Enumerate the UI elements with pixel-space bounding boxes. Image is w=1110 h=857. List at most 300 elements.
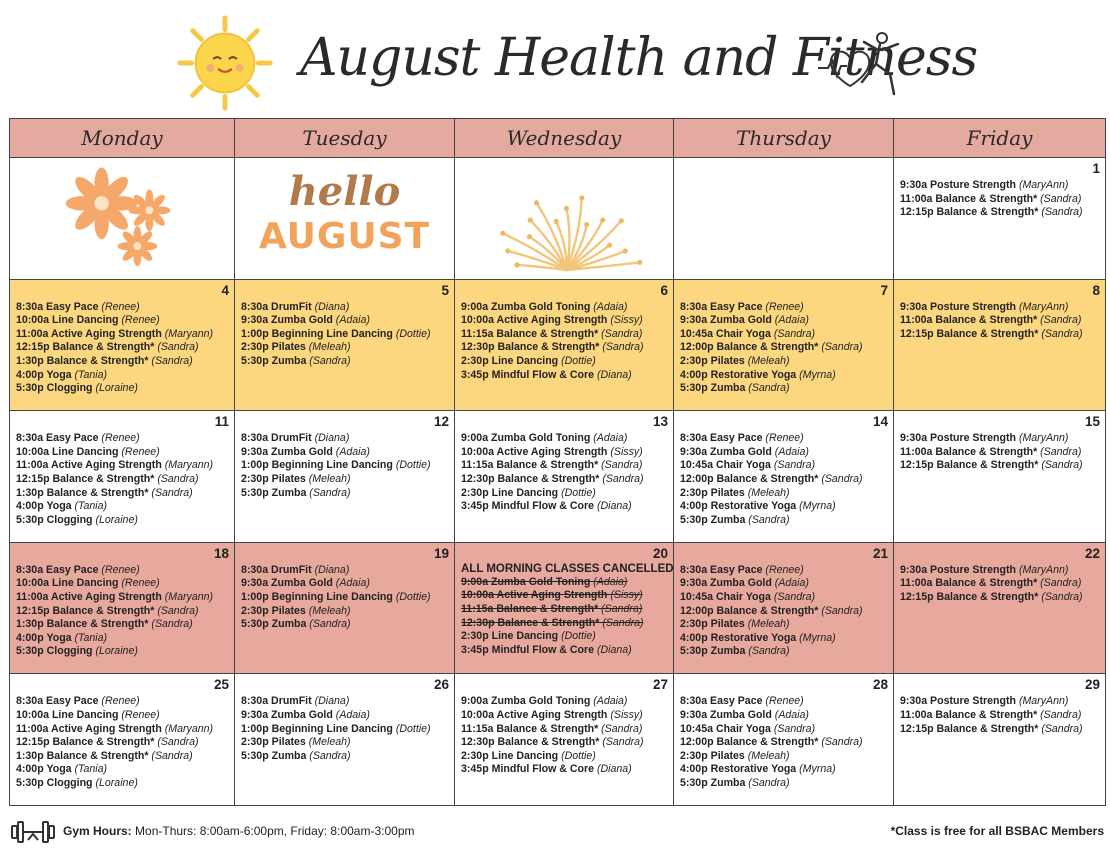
day-number: 25 [213, 677, 229, 693]
empty-cell [674, 158, 894, 280]
class-entry [680, 341, 891, 355]
class-entry [16, 709, 232, 723]
class-instructor: (Renee) [121, 314, 160, 327]
class-instructor: (Dottie) [561, 749, 596, 762]
class-entry [16, 382, 232, 396]
class-name: Chair Yoga [715, 327, 774, 340]
class-list [16, 564, 232, 659]
class-name: Zumba [271, 486, 310, 499]
class-entry [680, 577, 891, 591]
class-time: 8:30a [680, 432, 711, 445]
day-number: 27 [652, 677, 668, 693]
class-instructor: (Renee) [101, 695, 140, 708]
class-time: 1:30p [16, 749, 47, 762]
class-time: 11:00a [16, 590, 51, 603]
class-list [241, 564, 452, 632]
class-entry [680, 487, 891, 501]
class-entry [241, 723, 452, 737]
day-cell [235, 279, 455, 411]
class-time: 2:30p [461, 749, 492, 762]
class-instructor: (Sissy) [610, 314, 643, 327]
day-cell [894, 411, 1106, 543]
empty-cell [10, 158, 235, 280]
empty-cell [235, 158, 455, 280]
class-name: DrumFit [271, 695, 315, 708]
class-name: Zumba Gold [710, 445, 775, 458]
day-number: 6 [660, 282, 668, 298]
class-time: 2:30p [461, 486, 492, 499]
class-time: 8:30a [241, 563, 272, 576]
day-cell [235, 411, 455, 543]
class-time: 5:30p [16, 645, 47, 658]
class-instructor: (Adaia) [774, 577, 809, 590]
class-entry [680, 632, 891, 646]
class-list [461, 432, 671, 514]
class-entry [16, 341, 232, 355]
class-time: 5:30p [241, 618, 272, 631]
class-entry [680, 605, 891, 619]
class-entry [461, 487, 671, 501]
class-instructor: (Meleah) [308, 604, 351, 617]
class-instructor: (Renee) [121, 445, 160, 458]
day-cell [674, 411, 894, 543]
class-instructor: (Loraine) [95, 513, 138, 526]
class-name: Easy Pace [46, 563, 102, 576]
class-time: 10:00a [461, 589, 497, 602]
class-entry [461, 750, 671, 764]
class-entry [461, 446, 671, 460]
class-entry [461, 763, 671, 777]
class-name: Active Aging Strength [496, 445, 611, 458]
class-entry [461, 695, 671, 709]
day-cell [674, 279, 894, 411]
hello-august-illustration [235, 158, 454, 279]
class-entry [461, 341, 671, 355]
class-instructor: (Diana) [596, 368, 632, 381]
class-name: Zumba Gold Toning [491, 432, 594, 445]
class-instructor: (Sandra) [309, 618, 351, 631]
class-entry [241, 328, 452, 342]
class-list [680, 301, 891, 396]
class-name: Zumba Gold [271, 314, 336, 327]
class-entry [241, 750, 452, 764]
class-name: Balance & Strength* [496, 722, 602, 735]
class-entry [680, 314, 891, 328]
class-time: 10:00a [16, 445, 52, 458]
day-cell [894, 279, 1106, 411]
class-instructor: (Dottie) [395, 590, 431, 603]
class-entry [241, 695, 452, 709]
class-list [241, 432, 452, 500]
class-instructor: (Tania) [74, 631, 108, 644]
class-name: Balance & Strength* [935, 708, 1041, 721]
class-entry [16, 750, 232, 764]
class-entry [900, 314, 1103, 328]
class-entry-cancelled [461, 576, 671, 590]
class-instructor: (MaryAnn) [1018, 432, 1069, 445]
day-cell [235, 542, 455, 674]
class-entry [241, 618, 452, 632]
class-instructor: (Adaia) [593, 300, 628, 313]
class-time: 12:15p [16, 736, 53, 749]
class-name: Yoga [46, 763, 75, 776]
class-list [900, 301, 1103, 342]
class-instructor: (Sandra) [309, 354, 351, 367]
class-time: 4:00p [16, 763, 47, 776]
day-number: 7 [880, 282, 888, 298]
class-time: 9:30a [680, 577, 711, 590]
class-instructor: (Sandra) [1040, 314, 1082, 327]
class-name: Posture Strength [930, 695, 1019, 708]
class-time: 10:00a [16, 314, 52, 327]
class-time: 8:30a [680, 563, 711, 576]
class-time: 5:30p [16, 776, 47, 789]
class-name: Beginning Line Dancing [271, 590, 396, 603]
class-instructor: (Sandra) [773, 459, 816, 472]
class-list [461, 695, 671, 777]
class-name: Chair Yoga [715, 722, 774, 735]
fireworks-illustration [455, 158, 673, 279]
class-name: Restorative Yoga [710, 763, 800, 776]
class-instructor: (Sandra) [157, 341, 199, 354]
class-time: 2:30p [241, 604, 272, 617]
class-time: 10:00a [16, 708, 52, 721]
class-instructor: (Adaia) [774, 314, 809, 327]
class-name: Yoga [46, 500, 75, 513]
day-number: 22 [1084, 545, 1100, 561]
class-name: Line Dancing [491, 486, 562, 499]
class-time: 1:00p [241, 590, 272, 603]
class-entry [16, 618, 232, 632]
class-time: 9:30a [241, 708, 272, 721]
class-time: 2:30p [241, 341, 272, 354]
day-number: 1 [1092, 161, 1100, 176]
empty-cell [455, 158, 674, 280]
class-instructor: (Renee) [765, 563, 804, 576]
class-name: Easy Pace [710, 563, 766, 576]
class-name: Pilates [271, 736, 309, 749]
class-time: 12:00p [680, 472, 717, 485]
class-instructor: (Sandra) [1040, 445, 1082, 458]
class-instructor: (MaryAnn) [1018, 179, 1069, 191]
class-name: Zumba Gold [710, 577, 775, 590]
class-time: 3:45p [461, 763, 492, 776]
class-time: 11:15a [461, 459, 497, 472]
class-time: 5:30p [16, 382, 47, 395]
class-entry [680, 382, 891, 396]
class-entry [680, 723, 891, 737]
class-instructor: (Renee) [765, 432, 804, 445]
class-list [461, 562, 674, 658]
class-name: Clogging [46, 645, 96, 658]
class-entry [461, 314, 671, 328]
class-list [900, 179, 1103, 220]
class-entry [461, 630, 671, 644]
class-entry [900, 709, 1103, 723]
calendar-grid [9, 118, 1106, 806]
class-time: 3:45p [461, 643, 492, 656]
class-list [241, 695, 452, 763]
class-name: Pilates [271, 604, 309, 617]
class-instructor: (Sandra) [773, 590, 816, 603]
class-entry [680, 736, 891, 750]
class-time: 9:30a [680, 708, 711, 721]
class-entry [241, 355, 452, 369]
day-number: 26 [433, 677, 449, 693]
class-entry [680, 459, 891, 473]
class-name: Active Aging Strength [50, 327, 165, 340]
class-time: 8:30a [241, 300, 272, 313]
class-entry [680, 645, 891, 659]
class-instructor: (Adaia) [593, 432, 628, 445]
class-entry [680, 301, 891, 315]
class-instructor: (Renee) [765, 300, 804, 313]
class-time: 12:15p [900, 590, 937, 603]
class-entry [900, 432, 1103, 446]
day-cell [455, 542, 674, 674]
class-time: 10:00a [461, 708, 497, 721]
class-name: Balance & Strength* [936, 722, 1042, 735]
class-time: 2:30p [241, 736, 272, 749]
class-instructor: (Sandra) [1041, 206, 1083, 219]
day-number: 29 [1084, 677, 1100, 693]
class-entry [16, 736, 232, 750]
class-instructor: (Sandra) [309, 486, 351, 499]
class-time: 11:15a [461, 602, 497, 615]
class-entry [900, 179, 1103, 193]
class-list [900, 564, 1103, 605]
class-instructor: (Myrna) [799, 500, 836, 513]
class-entry [241, 591, 452, 605]
class-name: Balance & Strength* [936, 590, 1042, 603]
day-number: 5 [441, 282, 449, 298]
class-instructor: (Diana) [596, 500, 632, 513]
class-instructor: (Dottie) [395, 459, 431, 472]
class-instructor: (MaryAnn) [1018, 300, 1069, 313]
class-name: Balance & Strength* [936, 206, 1042, 219]
class-instructor: (Dottie) [395, 327, 431, 340]
class-instructor: (Sandra) [602, 736, 644, 749]
class-entry [241, 605, 452, 619]
class-time: 9:00a [461, 695, 492, 708]
class-name: Clogging [46, 776, 96, 789]
class-name: Balance & Strength* [716, 472, 822, 485]
day-number: 18 [213, 545, 229, 561]
class-entry [16, 645, 232, 659]
class-name: Line Dancing [491, 630, 562, 643]
class-entry [16, 591, 232, 605]
class-entry [16, 695, 232, 709]
class-entry [16, 605, 232, 619]
class-time: 8:30a [16, 563, 47, 576]
class-time: 8:30a [241, 695, 272, 708]
class-instructor: (Maryann) [164, 590, 214, 603]
class-entry [900, 446, 1103, 460]
class-entry [461, 473, 671, 487]
class-entry [16, 459, 232, 473]
class-entry [241, 709, 452, 723]
class-entry [16, 328, 232, 342]
gym-hours-value: Mon-Thurs: 8:00am-6:00pm, Friday: 8:00am-3:00pm [135, 824, 415, 838]
gym-hours-label: Gym Hours: [63, 824, 132, 838]
class-name: Line Dancing [491, 749, 562, 762]
class-name: Balance & Strength* [716, 604, 822, 617]
class-name: Balance & Strength* [52, 341, 158, 354]
class-entry [241, 314, 452, 328]
class-instructor: (Diana) [314, 300, 350, 313]
class-entry [461, 459, 671, 473]
class-name: Balance & Strength* [46, 486, 152, 499]
class-time: 10:45a [680, 327, 716, 340]
class-instructor: (Sandra) [821, 341, 863, 354]
weekday-header: Thursday [674, 119, 894, 158]
class-instructor: (Sandra) [157, 736, 199, 749]
class-time: 9:00a [461, 575, 492, 588]
class-entry [16, 763, 232, 777]
class-name: Balance & Strength* [936, 327, 1042, 340]
class-time: 11:00a [900, 314, 936, 327]
day-cell [10, 279, 235, 411]
class-name: Posture Strength [930, 432, 1019, 445]
day-number: 28 [872, 677, 888, 693]
class-time: 4:00p [680, 763, 711, 776]
class-time: 9:30a [900, 300, 931, 313]
class-list [461, 301, 671, 383]
class-time: 12:30p [461, 736, 498, 749]
class-entry [16, 432, 232, 446]
day-cell [894, 542, 1106, 674]
class-time: 5:30p [680, 645, 711, 658]
class-name: Balance & Strength* [46, 354, 152, 367]
class-instructor: (Maryann) [164, 459, 214, 472]
footer [0, 812, 1110, 852]
class-time: 11:00a [900, 708, 936, 721]
class-list [680, 564, 891, 659]
class-name: Beginning Line Dancing [271, 722, 396, 735]
class-time: 9:30a [900, 563, 931, 576]
class-instructor: (Adaia) [335, 708, 370, 721]
class-time: 10:45a [680, 590, 716, 603]
class-entry [461, 736, 671, 750]
class-instructor: (Sandra) [1041, 459, 1083, 472]
class-instructor: (Sandra) [309, 749, 351, 762]
class-time: 12:15p [16, 341, 53, 354]
class-entry [16, 369, 232, 383]
class-instructor: (Adaia) [774, 445, 809, 458]
class-name: DrumFit [271, 563, 315, 576]
class-name: Balance & Strength* [716, 341, 822, 354]
class-time: 12:15p [900, 459, 937, 472]
class-entry [16, 577, 232, 591]
class-instructor: (Adaia) [593, 695, 628, 708]
day-cell [10, 542, 235, 674]
class-time: 10:45a [680, 722, 716, 735]
class-time: 2:30p [680, 749, 711, 762]
free-class-note: *Class is free for all BSBAC Members [890, 824, 1104, 838]
class-name: Balance & Strength* [936, 459, 1042, 472]
class-entry [241, 564, 452, 578]
class-entry [900, 591, 1103, 605]
class-name: Balance & Strength* [935, 314, 1041, 327]
class-instructor: (Tania) [74, 763, 108, 776]
class-name: Balance & Strength* [496, 459, 602, 472]
class-entry [900, 328, 1103, 342]
class-time: 11:00a [16, 459, 51, 472]
class-time: 11:00a [900, 577, 936, 590]
class-name: Restorative Yoga [710, 500, 800, 513]
week-row [10, 674, 1106, 806]
class-time: 1:00p [241, 722, 272, 735]
day-cell [235, 674, 455, 806]
week-row [10, 411, 1106, 543]
class-instructor: (Tania) [74, 500, 108, 513]
class-time: 8:30a [680, 300, 711, 313]
class-name: Zumba Gold [710, 708, 775, 721]
class-name: Balance & Strength* [52, 604, 158, 617]
class-instructor: (Sandra) [151, 486, 193, 499]
week-row [10, 279, 1106, 411]
class-instructor: (Renee) [765, 695, 804, 708]
class-time: 5:30p [241, 749, 272, 762]
class-name: Easy Pace [710, 432, 766, 445]
class-time: 10:45a [680, 459, 716, 472]
class-instructor: (Dottie) [561, 630, 596, 643]
class-instructor: (Sandra) [1041, 327, 1083, 340]
class-instructor: (Sissy) [610, 708, 643, 721]
class-name: Balance & Strength* [935, 192, 1041, 205]
class-time: 2:30p [680, 354, 711, 367]
class-entry [461, 709, 671, 723]
class-name: Balance & Strength* [935, 445, 1041, 458]
class-time: 1:00p [241, 327, 272, 340]
class-entry [461, 723, 671, 737]
class-time: 11:15a [461, 722, 497, 735]
class-entry [680, 763, 891, 777]
class-name: Active Aging Strength [496, 589, 611, 602]
day-cell [894, 158, 1106, 280]
class-time: 12:15p [16, 604, 53, 617]
class-instructor: (Sissy) [610, 589, 643, 602]
class-name: Yoga [46, 631, 75, 644]
class-instructor: (Sandra) [1041, 722, 1083, 735]
class-time: 9:30a [900, 432, 931, 445]
class-entry [241, 341, 452, 355]
class-time: 8:30a [16, 432, 47, 445]
class-name: Zumba [710, 513, 749, 526]
class-entry [900, 301, 1103, 315]
class-instructor: (Sandra) [601, 602, 643, 615]
class-name: Zumba [710, 382, 749, 395]
class-name: Easy Pace [46, 432, 102, 445]
class-instructor: (Sandra) [748, 513, 790, 526]
class-instructor: (Sandra) [157, 472, 199, 485]
class-entry [16, 777, 232, 791]
class-time: 12:30p [461, 616, 498, 629]
class-name: Zumba [710, 645, 749, 658]
class-name: Balance & Strength* [52, 472, 158, 485]
class-instructor: (Diana) [596, 763, 632, 776]
class-name: Active Aging Strength [496, 314, 611, 327]
class-name: Balance & Strength* [496, 602, 602, 615]
class-name: Yoga [46, 368, 75, 381]
class-name: Balance & Strength* [52, 736, 158, 749]
class-time: 11:00a [900, 445, 936, 458]
weekday-header: Wednesday [455, 119, 674, 158]
class-time: 4:00p [680, 500, 711, 513]
class-instructor: (Adaia) [774, 708, 809, 721]
class-time: 10:00a [461, 314, 497, 327]
class-instructor: (Sandra) [151, 618, 193, 631]
